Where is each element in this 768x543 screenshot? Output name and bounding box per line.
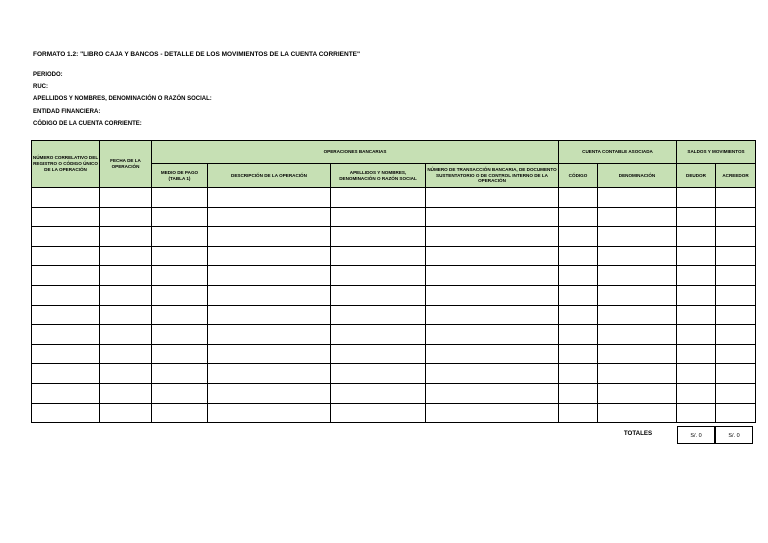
table-cell [208,246,331,266]
table-cell [716,227,756,247]
table-cell [100,227,152,247]
table-cell [152,285,208,305]
table-cell [32,207,100,227]
table-cell [559,383,598,403]
header-correlativo: NÚMERO CORRELATIVO DEL REGISTRO O CÓDIGO ÚNICO DE LA OPERACIÓN [32,141,100,188]
table-cell [559,266,598,286]
table-cell [677,246,716,266]
table-cell [426,325,559,345]
table-cell [32,227,100,247]
table-cell [716,325,756,345]
table-cell [32,403,100,423]
table-cell [677,403,716,423]
table-cell [598,227,677,247]
table-cell [716,403,756,423]
field-ruc: RUC: [33,84,48,90]
table-cell [716,207,756,227]
table-row [32,266,756,286]
table-cell [208,266,331,286]
header-codigo: CÓDIGO [559,164,598,188]
table-row [32,246,756,266]
table-cell [559,364,598,384]
table-cell [598,325,677,345]
table-cell [598,188,677,208]
table-cell [426,364,559,384]
table-row [32,305,756,325]
table-cell [331,305,426,325]
total-acreedor: S/. 0 [715,426,753,444]
table-row [32,325,756,345]
table-cell [152,227,208,247]
table-cell [677,383,716,403]
table-cell [677,207,716,227]
table-cell [716,344,756,364]
table-row [32,403,756,423]
table-cell [32,364,100,384]
table-cell [677,188,716,208]
table-cell [331,344,426,364]
table-cell [208,285,331,305]
table-cell [559,246,598,266]
table-cell [559,325,598,345]
ledger-body [32,188,756,423]
table-cell [32,305,100,325]
table-cell [208,227,331,247]
table-cell [426,305,559,325]
table-cell [716,188,756,208]
header-deudor: DEUDOR [677,164,716,188]
table-cell [208,325,331,345]
header-apellidos: APELLIDOS Y NOMBRES, DENOMINACIÓN O RAZÓN SOCIAL [331,164,426,188]
table-cell [598,285,677,305]
table-cell [208,207,331,227]
table-cell [716,383,756,403]
table-row [32,227,756,247]
table-cell [32,246,100,266]
table-row [32,383,756,403]
table-cell [426,285,559,305]
table-cell [677,344,716,364]
table-row [32,364,756,384]
table-cell [152,325,208,345]
table-cell [208,383,331,403]
table-cell [100,207,152,227]
table-cell [100,188,152,208]
table-cell [152,344,208,364]
table-cell [716,285,756,305]
table-cell [559,403,598,423]
table-cell [32,266,100,286]
table-cell [152,266,208,286]
table-cell [331,266,426,286]
table-cell [598,344,677,364]
table-cell [32,325,100,345]
header-saldos: SALDOS Y MOVIMIENTOS [677,141,756,164]
table-cell [559,207,598,227]
table-cell [331,364,426,384]
table-cell [152,383,208,403]
table-cell [331,325,426,345]
table-cell [559,344,598,364]
table-cell [426,227,559,247]
header-acreedor: ACREEDOR [716,164,756,188]
document-title: FORMATO 1.2: "LIBRO CAJA Y BANCOS - DETALLE DE LOS MOVIMIENTOS DE LA CUENTA CORRIENTE" [33,51,361,58]
table-cell [331,227,426,247]
table-cell [152,188,208,208]
table-cell [100,364,152,384]
table-cell [716,305,756,325]
table-cell [716,246,756,266]
table-cell [331,207,426,227]
header-cuenta-contable: CUENTA CONTABLE ASOCIADA [559,141,677,164]
table-cell [677,227,716,247]
table-cell [32,285,100,305]
table-row [32,285,756,305]
table-row [32,188,756,208]
table-cell [426,344,559,364]
table-cell [677,285,716,305]
table-cell [598,266,677,286]
table-cell [426,383,559,403]
table-cell [331,383,426,403]
table-cell [32,188,100,208]
field-razon-social: APELLIDOS Y NOMBRES, DENOMINACIÓN O RAZÓN SOCIAL: [33,96,212,102]
table-cell [32,383,100,403]
table-cell [152,207,208,227]
table-cell [208,403,331,423]
table-cell [100,266,152,286]
table-cell [208,364,331,384]
table-cell [559,227,598,247]
field-entidad-financiera: ENTIDAD FINANCIERA: [33,109,101,115]
table-cell [598,207,677,227]
table-cell [208,188,331,208]
table-cell [559,188,598,208]
table-cell [331,285,426,305]
header-operaciones-bancarias: OPERACIONES BANCARIAS [152,141,559,164]
table-cell [559,305,598,325]
table-cell [598,246,677,266]
header-descripcion: DESCRIPCIÓN DE LA OPERACIÓN [208,164,331,188]
table-cell [208,344,331,364]
table-cell [208,305,331,325]
table-cell [426,207,559,227]
table-cell [100,246,152,266]
table-cell [716,364,756,384]
field-periodo: PERIODO: [33,72,63,78]
table-cell [677,325,716,345]
table-cell [100,285,152,305]
table-row [32,344,756,364]
table-cell [100,325,152,345]
table-cell [559,285,598,305]
header-fecha: FECHA DE LA OPERACIÓN [100,141,152,188]
totals-label: TOTALES [623,430,653,437]
table-cell [152,364,208,384]
table-cell [598,364,677,384]
table-cell [426,188,559,208]
table-cell [677,364,716,384]
table-cell [426,266,559,286]
table-cell [677,305,716,325]
table-row [32,207,756,227]
table-cell [677,266,716,286]
table-cell [426,403,559,423]
table-cell [331,246,426,266]
table-cell [100,344,152,364]
table-cell [152,403,208,423]
table-cell [598,403,677,423]
field-codigo-cuenta: CÓDIGO DE LA CUENTA CORRIENTE: [33,121,142,127]
table-cell [331,403,426,423]
table-cell [100,403,152,423]
table-cell [100,383,152,403]
table-cell [152,305,208,325]
table-cell [100,305,152,325]
table-cell [598,305,677,325]
table-cell [152,246,208,266]
total-deudor: S/. 0 [677,426,715,444]
table-cell [331,188,426,208]
table-cell [426,246,559,266]
table-cell [598,383,677,403]
table-cell [32,344,100,364]
header-denominacion: DENOMINACIÓN [598,164,677,188]
ledger-table [31,140,756,423]
table-cell [716,266,756,286]
header-medio-pago: MEDIO DE PAGO (TABLA 1) [152,164,208,188]
header-transaccion: NÚMERO DE TRANSACCIÓN BANCARIA, DE DOCUMENTO SUSTENTATORIO O DE CONTROL INTERNO DE LA OPERACIÓN [426,164,559,188]
